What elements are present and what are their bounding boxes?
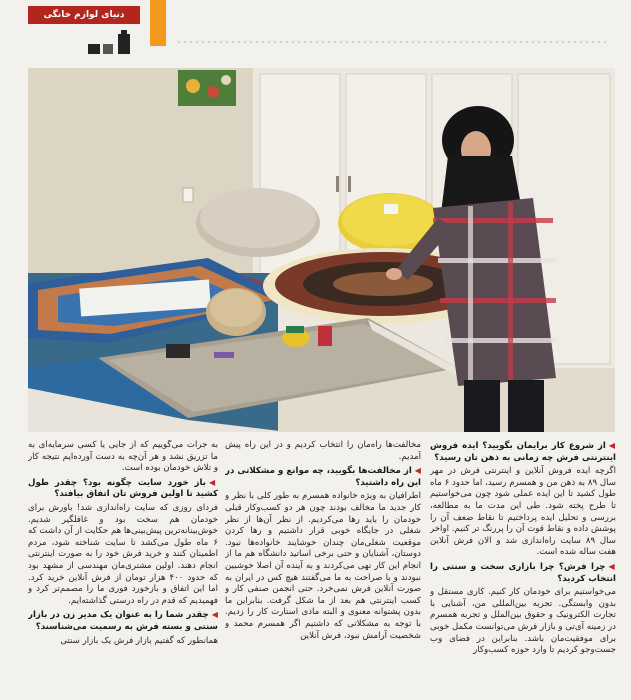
question-heading [430, 440, 616, 464]
triangle-bullet-icon: ◀ [608, 441, 616, 450]
paragraph: اگرچه ایده فروش آنلاین و اینترنتی فرش در مهر سال ۸۹ به ذهن من و همسرم رسید، اما حدود ۶ ماه طول کشید تا این ایده عملی شود چون می‌خواستیم تا طرح پخته شود. طی این مدت ما به مطالعه، بررسی و تحلیل ایده پرداختیم تا نقاط ضعف آن را پوشش داده و نقاط قوت آن را پررنگ تر کنیم. اواخر سال ۸۹ سایت راه‌اندازی شد و الان فرش آنلاین هفت ساله شده است. [430, 466, 616, 558]
triangle-bullet-icon: ◀ [608, 561, 616, 571]
question-heading [430, 561, 616, 585]
triangle-bullet-icon: ◀ [211, 610, 218, 620]
question-text: از مخالفت‌ها بگویید، چه موانع و مشکلاتی در این راه داشتید؟ [225, 466, 421, 488]
article-column-middle [225, 440, 421, 698]
question-heading [28, 477, 218, 501]
question-text: از شروع کار برایمان بگویید؟ ایده فروش اینترنتی فرش چه زمانی به ذهن تان رسید؟ [430, 441, 616, 463]
dotted-rule [176, 40, 606, 44]
question-text: چقدر شما را به عنوان یک مدیر زن در بازار سنتی و بسته فرش به رسمیت می‌شناسند؟ [28, 610, 218, 632]
kitchen-appliance-icon [88, 44, 100, 54]
question-text: چرا فرش؟ چرا بازاری سخت و سنتی را انتخاب کردید؟ [430, 561, 616, 584]
question-text: باز خورد سایت چگونه بود؟ چقدر طول کشید تا اولین فروش تان اتفاق بیافتد؟ [28, 477, 218, 500]
accent-bar [150, 0, 166, 46]
blender-icon [118, 34, 130, 54]
section-label: دنیای لوازم خانگی [28, 6, 140, 24]
article-column-right [430, 440, 616, 698]
paragraph: فردای روزی که سایت راه‌اندازی شد! باورش برای خودمان هم سخت بود و غافلگیر شدیم. خوش‌بینانه‌ترین پیش‌بینی‌ها هم حکایت از آن داشت که ۶ ماه طول می‌کشد تا سایت شناخته شود، مردم اطمینان کنند و خرید فرش خود را به صورت اینترنتی انجام دهند. اولین مشتری‌مان مهندسی از مشهد بود که حدود ۴۰۰ هزار تومان از فرش آنلاین خرید کرد. اما این اتفاق و بازخورد فوری ما را مصمم‌تر کرد و فهمیدیم که قدم در راه درستی گذاشته‌ایم. [28, 502, 218, 606]
question-heading [28, 609, 218, 633]
question-heading [225, 465, 421, 489]
page-header [0, 0, 631, 64]
paragraph: می‌خواستیم برای خودمان کار کنیم. کاری مستقل و بدون وابستگی. تجربه بین‌المللی من، آشنایی با تجارت الکترونیک و حقوق بین‌الملل و تجربه همسرم در زمینه آی‌تی و بازار فرش می‌توانست مکمل خوبی برای موفقیت‌مان باشد. بنابراین در فضای وب جست‌وجو کردیم تا وارد حوزه کسب‌وکار [430, 587, 616, 656]
article-photo [28, 68, 615, 432]
paragraph: به جرات می‌گوییم که از جایی یا کسی سرمایه‌ای به ما تزریق نشد و هر آن‌چه به دست آورده‌ایم نتیجه کار و تلاش خودمان بوده است. [28, 440, 218, 474]
appliance-icons [88, 32, 140, 54]
paragraph: همانطور که گفتیم بازار فرش یک بازار سنتی [60, 635, 218, 646]
triangle-bullet-icon: ◀ [414, 466, 421, 476]
paragraph: مخالفت‌ها راه‌مان را انتخاب کردیم و در این راه پیش آمدیم. [225, 440, 421, 462]
toaster-icon [103, 44, 113, 54]
paragraph: اطرافیان به ویژه خانواده همسرم به طور کلی با نظر و کار جدید ما مخالف بودند چون هر دو کسب‌وکار قبلی خودمان را باید رها می‌کردیم. از نظر آن‌ها از نظر شغلی در جایگاه خوبی قرار داشتیم و رها کردن موقعیت شغلی‌مان چندان خوشایند خانواده‌ها نبود. دوستان، آشنایان و حتی برخی اساتید دانشگاه هم ما از انجام این کار نهی می‌کردند و به آینده آن اصلا خوشبین نبودند و با صراحت به ما می‌گفتند هیچ کس در ایران به صورت آنلاین فرش نمی‌خرد. حتی انجمن صنفی کار و کسب اینترنتی هم بعد از ما شکل گرفت. بنابراین ما بدون پشتوانه معنوی و البته مادی استارت کار را زدیم. با توجه به مشکلاتی که داشتیم اگر همسرم محمد و شخصیت آرامش نبود، فرش آنلاین [225, 491, 421, 641]
triangle-bullet-icon: ◀ [208, 477, 218, 487]
photo-illustration [28, 68, 615, 432]
article-column-left [28, 440, 218, 698]
